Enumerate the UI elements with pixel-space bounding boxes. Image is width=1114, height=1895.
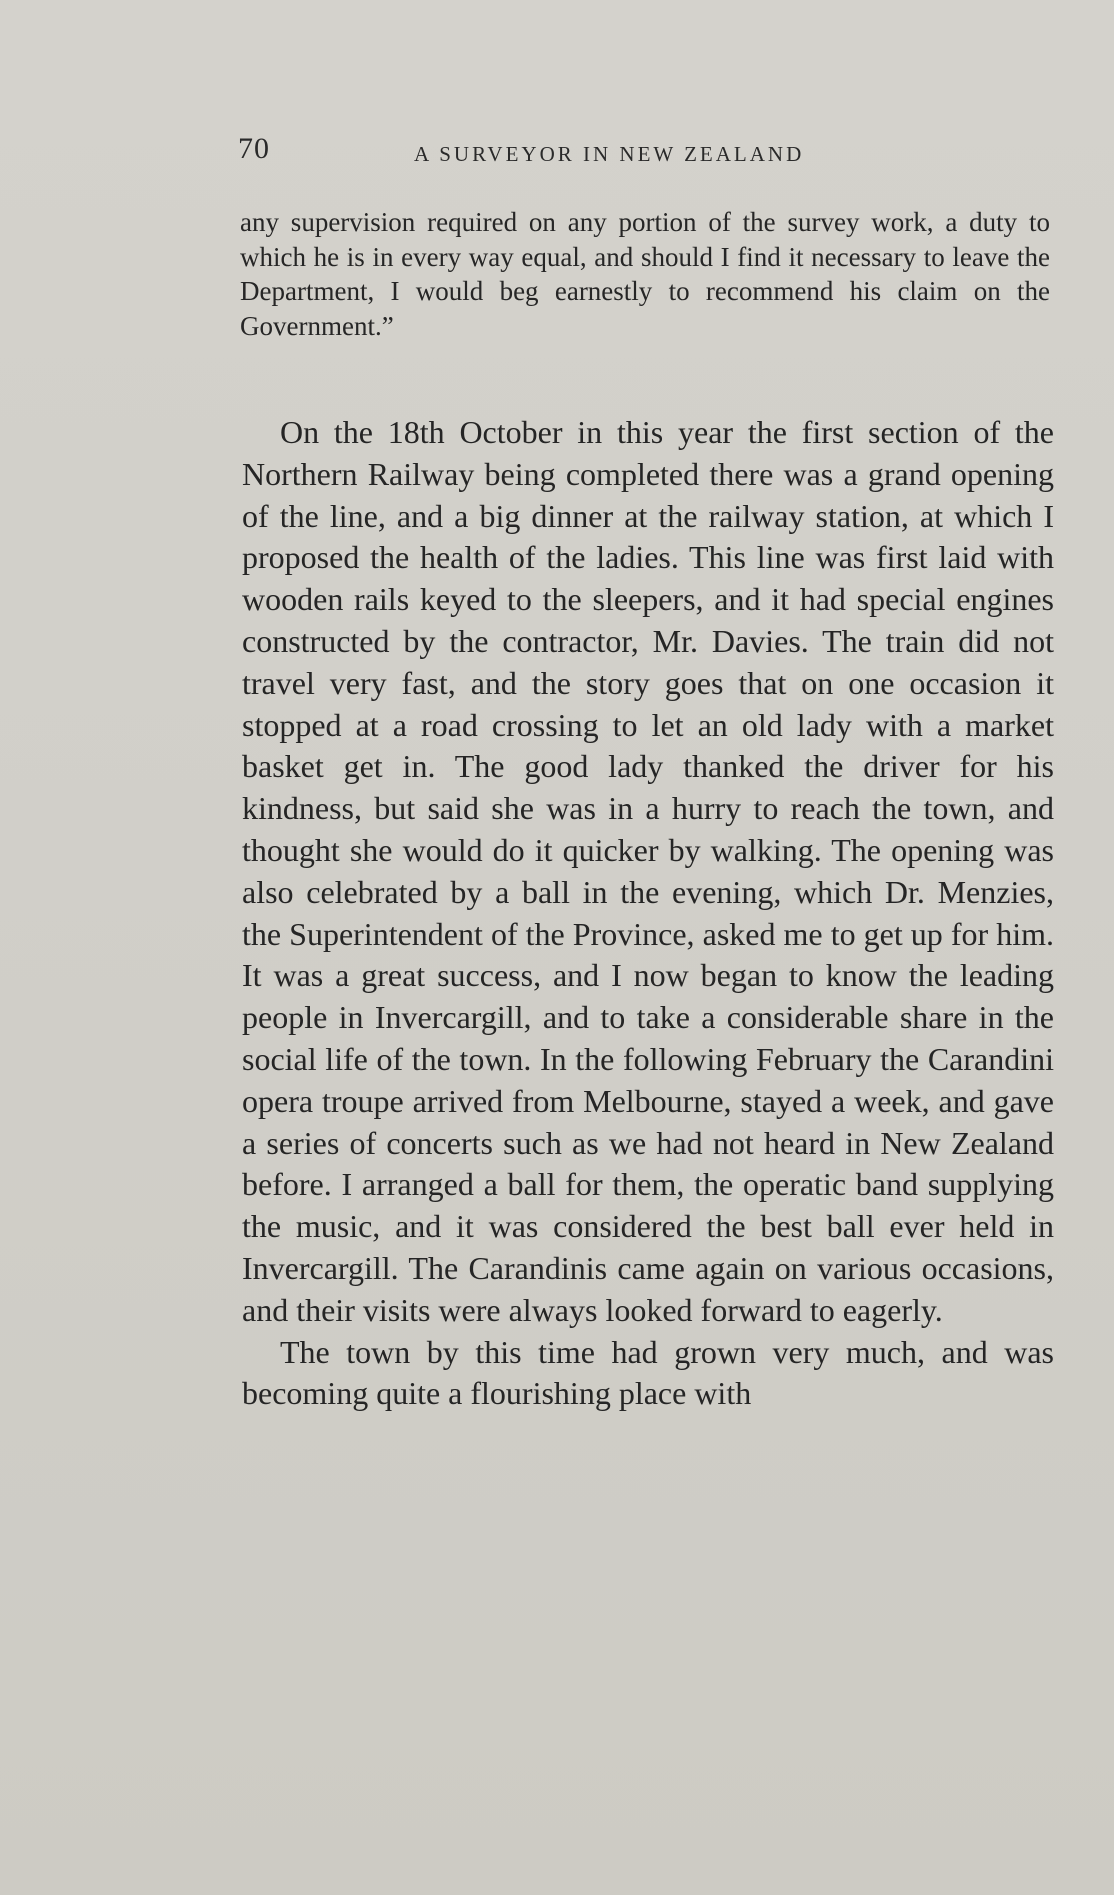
quoted-passage: any supervision required on any portion of the survey work, a duty to which he is in every way equal, and should I find it necessary to leave the Department, I would beg earnestly to recommend his claim on the Government.” [240,207,1050,341]
page-header [238,132,1054,172]
paragraph-2: The town by this time had grown very much, and was becoming quite a flourishing place with [242,1333,1054,1412]
body-text [242,412,1054,1415]
running-head: A SURVEYOR IN NEW ZEALAND [414,142,805,166]
page-number: 70 [238,132,270,165]
paragraph-1: On the 18th October in this year the first section of the Northern Railway being completed there was a grand opening of the line, and a big dinner at the railway station, at which I proposed the health of the ladies. This line was first laid with wooden rails keyed to the sleepers, and it had special engines constructed by the contractor, Mr. Davies. The train did not travel very fast, and the story goes that on one occasion it stopped at a road crossing to let an old lady with a market basket get in. The good lady thanked the driver for his kindness, but said she was in a hurry to reach the town, and thought she would do it quicker by walking. The opening was also celebrated by a ball in the evening, which Dr. Menzies, the Superintendent of the Province, asked me to get up for him. It was a great success, and I now began to know the leading people in Invercargill, and to take a considerable share in the social life of the town. In the following February the Carandini opera troupe arrived from Melbourne, stayed a week, and gave a series of concerts such as we had not heard in New Zealand before. I arranged a ball for them, the operatic band supplying the music, and it was considered the best ball ever held in Invercargill. The Carandinis came again on various occasions, and their visits were always looked forward to eagerly. [242,414,1054,1328]
